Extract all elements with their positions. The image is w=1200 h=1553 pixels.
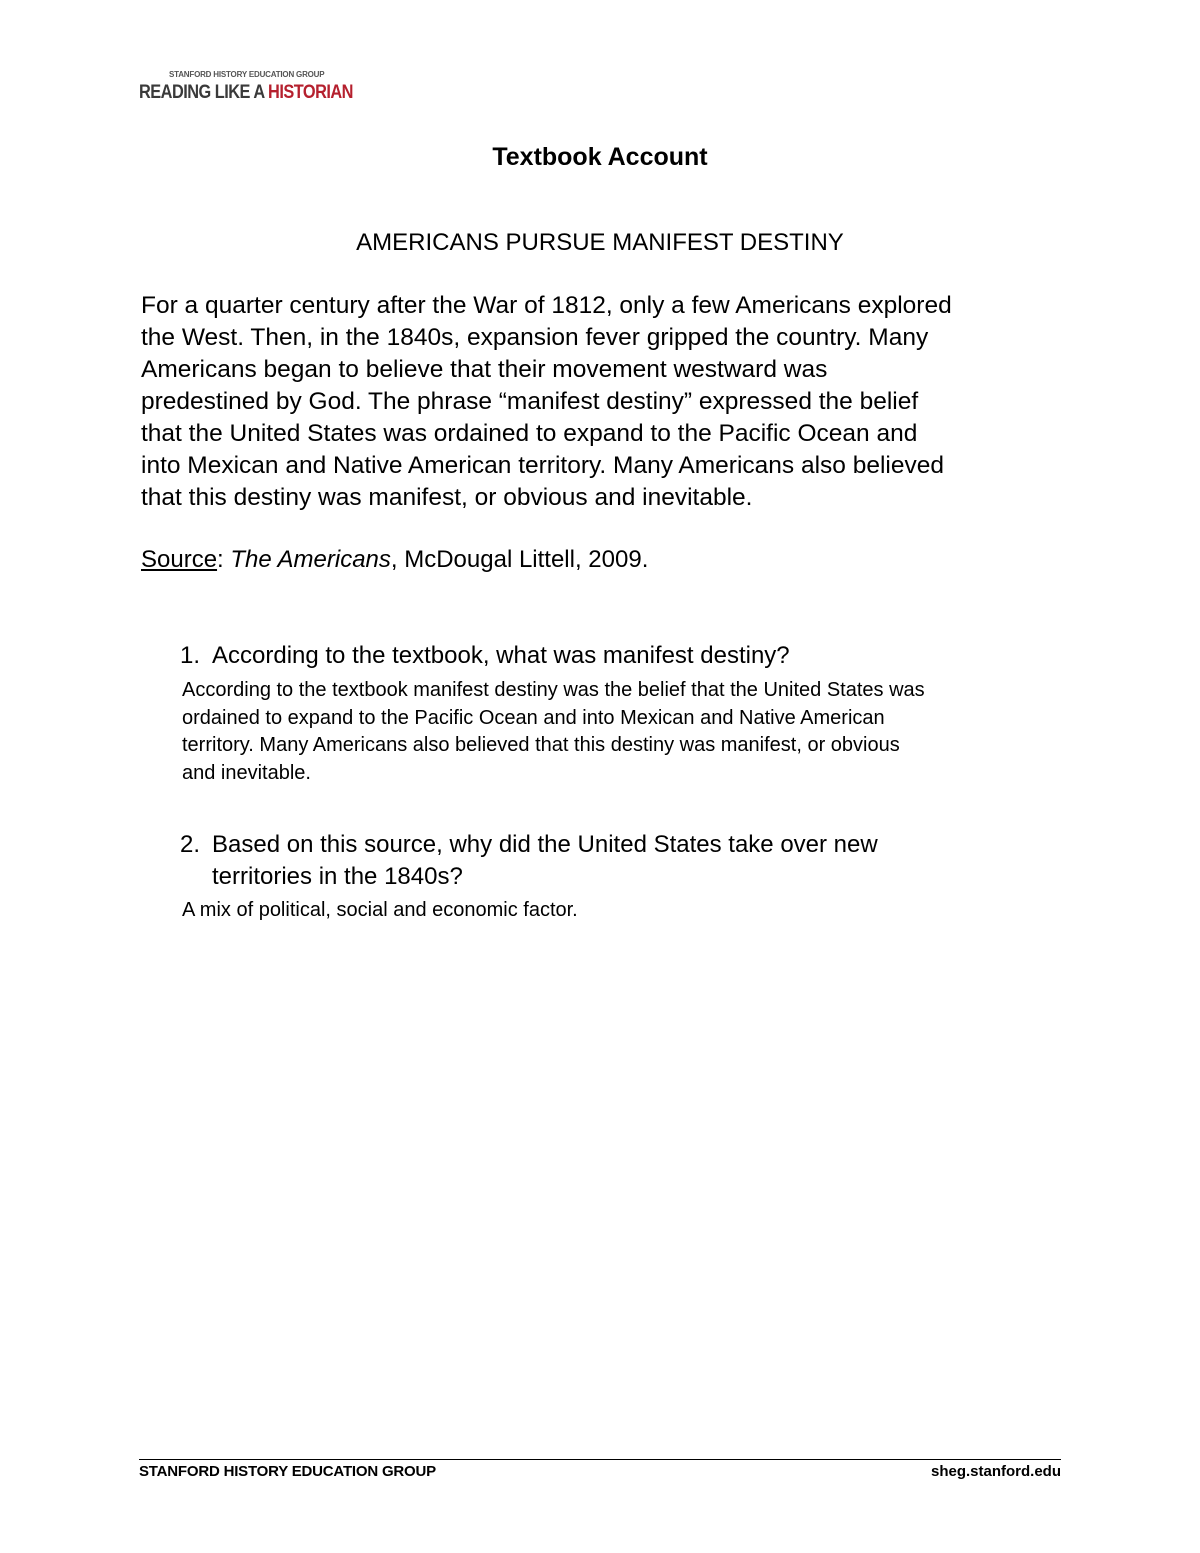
article-title: AMERICANS PURSUE MANIFEST DESTINY: [356, 229, 844, 256]
logo-title-part2: HISTORIAN: [268, 82, 353, 103]
footer-website: sheg.stanford.edu: [930, 1463, 1061, 1480]
answer-1: [182, 677, 925, 787]
answer-1-line: ordained to expand to the Pacific Ocean and into Mexican and Native American: [182, 706, 885, 729]
answer-1-line: and inevitable.: [182, 761, 311, 784]
question-2-text-line-1: Based on this source, why did the United States take over new: [212, 831, 878, 858]
source-label: Source: [141, 546, 218, 573]
passage-line: the West. Then, in the 1840s, expansion fever gripped the country. Many: [141, 324, 929, 351]
source-rest: , McDougal Littell, 2009.: [390, 546, 649, 573]
answer-1-line: territory. Many Americans also believed that this destiny was manifest, or obvious: [182, 734, 900, 756]
passage-line: that the United States was ordained to expand to the Pacific Ocean and: [141, 420, 918, 447]
question-1-number: 1.: [179, 642, 200, 669]
source-book: The Americans: [230, 546, 391, 573]
logo-title-part1: READING LIKE A: [139, 82, 269, 103]
question-2-number: 2.: [179, 831, 200, 858]
answer-2-line: A mix of political, social and economic factor.: [182, 899, 578, 921]
passage-line: predestined by God. The phrase “manifest destiny” expressed the belief: [141, 388, 919, 415]
page-title: Textbook Account: [492, 143, 708, 171]
answer-2: [182, 897, 578, 925]
logo-title: [139, 82, 353, 104]
footer-organization: STANFORD HISTORY EDUCATION GROUP: [139, 1463, 436, 1480]
logo: [139, 70, 359, 110]
passage: [141, 290, 1071, 514]
source-citation: [141, 546, 648, 574]
footer-divider: [139, 1459, 1061, 1460]
question-1-text: According to the textbook, what was manifest destiny?: [212, 642, 790, 669]
passage-line: For a quarter century after the War of 1812, only a few Americans explored: [141, 292, 952, 319]
question-2-text-line-2: territories in the 1840s?: [212, 863, 463, 890]
passage-line: into Mexican and Native American territory. Many Americans also believed: [141, 452, 944, 479]
passage-line: that this destiny was manifest, or obvious and inevitable.: [141, 484, 753, 511]
answer-1-line: According to the textbook manifest destiny was the belief that the United States was: [182, 679, 925, 701]
source-colon: :: [217, 546, 231, 573]
passage-line: Americans began to believe that their movement westward was: [141, 356, 828, 383]
logo-group-text: STANFORD HISTORY EDUCATION GROUP: [169, 70, 325, 79]
